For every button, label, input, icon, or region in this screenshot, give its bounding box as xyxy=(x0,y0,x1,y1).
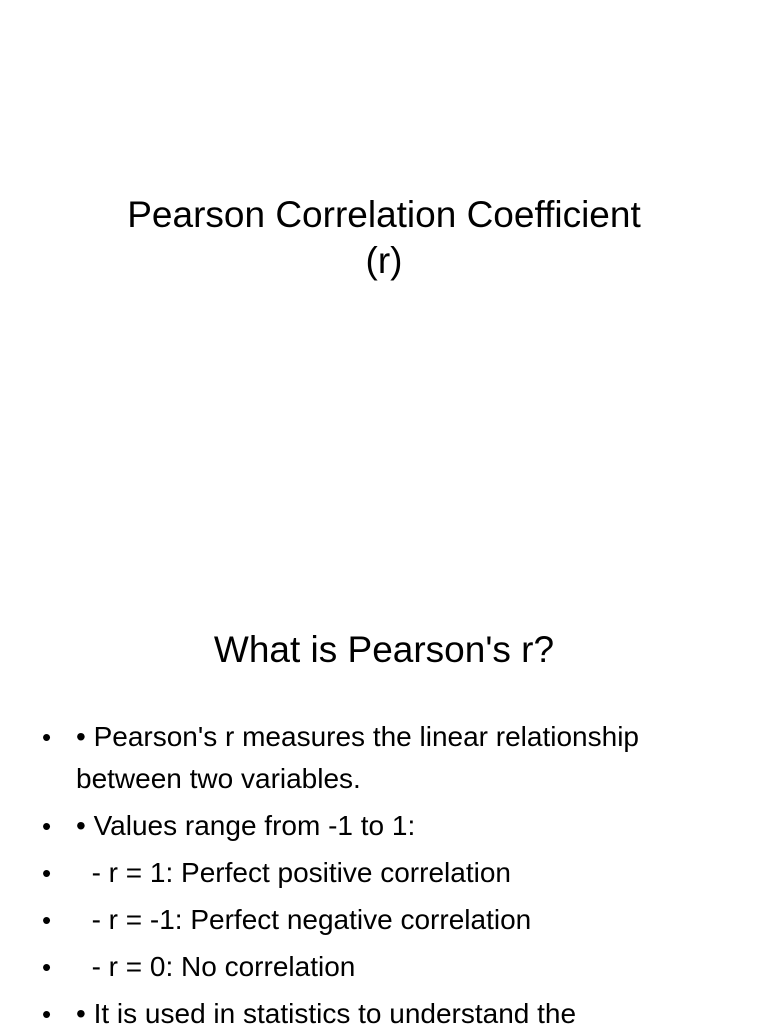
bullet-icon: • xyxy=(42,999,52,1024)
bullet-list xyxy=(40,716,720,1024)
list-item xyxy=(40,805,720,847)
list-item-text: • It is used in statistics to understand the xyxy=(76,998,577,1024)
list-item-text: • Pearson's r measures the linear relationship between two variables. xyxy=(76,721,647,794)
section-heading: What is Pearson's r? xyxy=(213,629,555,670)
bullet-icon: • xyxy=(42,811,52,841)
list-item xyxy=(40,993,720,1024)
list-item-text: - r = 0: No correlation xyxy=(76,951,356,982)
slide-title xyxy=(70,192,698,284)
slide-title-line-2: (r) xyxy=(365,240,403,281)
bullet-icon: • xyxy=(42,858,52,888)
list-item-text: • Values range from -1 to 1: xyxy=(76,810,416,841)
bullet-icon: • xyxy=(42,722,52,752)
list-item-text: - r = -1: Perfect negative correlation xyxy=(76,904,532,935)
list-item xyxy=(40,899,720,941)
list-item xyxy=(40,946,720,988)
slide-title-line-1: Pearson Correlation Coefficient xyxy=(127,194,641,235)
list-item-text: - r = 1: Perfect positive correlation xyxy=(76,857,511,888)
bullet-icon: • xyxy=(42,905,52,935)
list-item xyxy=(40,716,720,800)
bullet-icon: • xyxy=(42,952,52,982)
list-item xyxy=(40,852,720,894)
